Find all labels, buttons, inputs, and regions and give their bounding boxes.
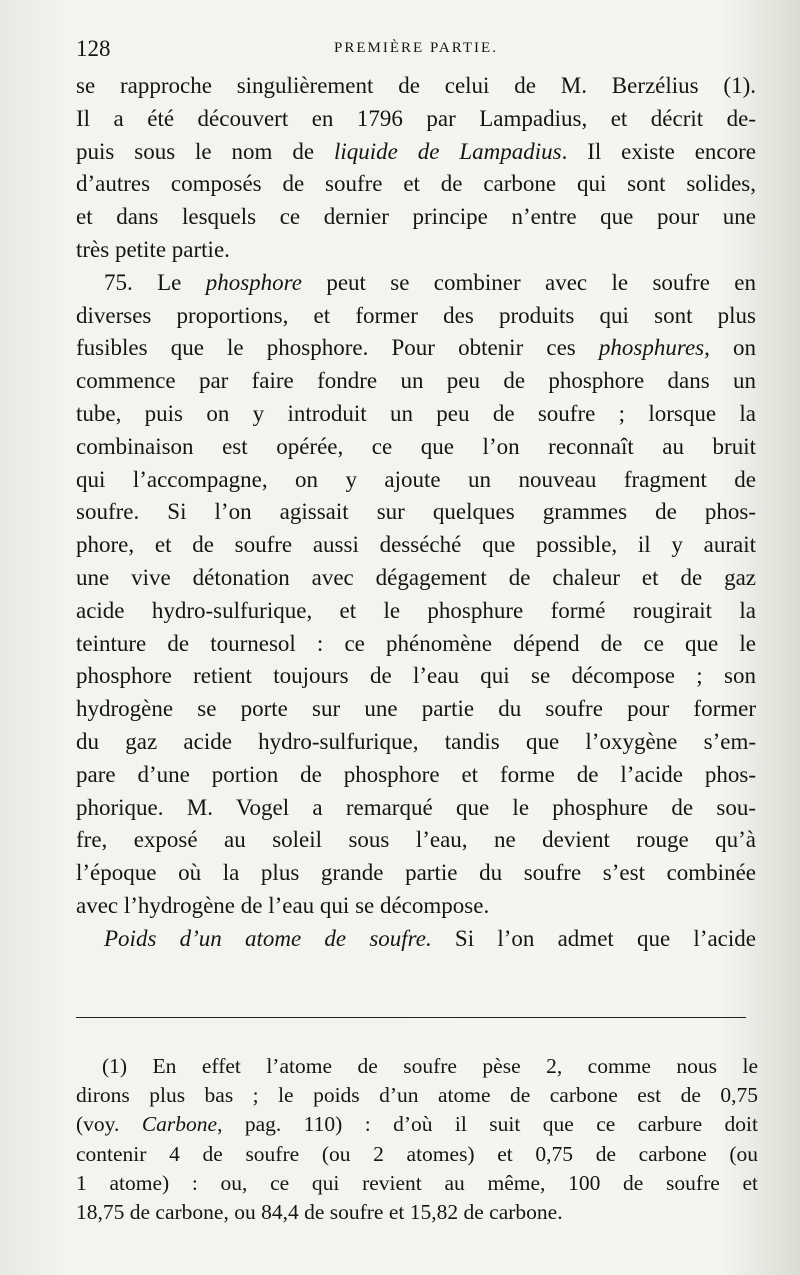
text-line: acide hydro-sulfurique, et le phosphure formé rougirait la [76, 597, 756, 623]
text-line: commence par faire fondre un peu de phosphore dans un [76, 368, 756, 394]
section-heading-line: Poids d’un atome de soufre. Si l’on admet que l’acide [104, 925, 756, 951]
main-text [76, 70, 756, 956]
footnote-line: dirons plus bas ; le poids d’un atome de carbone est de 0,75 [76, 1083, 758, 1108]
text-line: tube, puis on y introduit un peu de soufre ; lorsque la [76, 400, 756, 426]
text-line: Il a été découvert en 1796 par Lampadius, et décrit de- [76, 105, 756, 131]
text-line: teinture de tournesol : ce phénomène dépend de ce que le [76, 630, 756, 656]
page-number: 128 [76, 36, 111, 61]
text-line: phorique. M. Vogel a remarqué que le phosphure de sou- [76, 794, 756, 820]
text-line: phore, et de soufre aussi desséché que possible, il y aurait [76, 532, 756, 558]
text-line: du gaz acide hydro-sulfurique, tandis que l’oxygène s’em- [76, 728, 756, 754]
footnote [76, 1052, 758, 1227]
page-header [76, 36, 756, 64]
footnote-line: contenir 4 de soufre (ou 2 atomes) et 0,75 de carbone (ou [76, 1141, 758, 1166]
text-line: fre, exposé au soleil sous l’eau, ne devient rouge qu’à [76, 827, 756, 853]
footnote-rule [76, 1017, 746, 1018]
paragraph-75-start: 75. Le phosphore peut se combiner avec le soufre en [104, 269, 756, 295]
text-line: l’époque où la plus grande partie du soufre s’est combinée [76, 860, 756, 886]
text-line: combinaison est opérée, ce que l’on reconnaît au bruit [76, 433, 756, 459]
footnote-line: 1 atome) : ou, ce qui revient au même, 100 de soufre et [76, 1170, 758, 1195]
footnote-line: 18,75 de carbone, ou 84,4 de soufre et 15,82 de carbone. [76, 1199, 563, 1224]
footnote-line: (1) En effet l’atome de soufre pèse 2, comme nous le [102, 1054, 758, 1078]
text-line: phosphore retient toujours de l’eau qui se décompose ; son [76, 663, 756, 689]
text-line: puis sous le nom de liquide de Lampadius. Il existe encore [76, 138, 756, 164]
text-line: et dans lesquels ce dernier principe n’entre que pour une [76, 204, 756, 230]
text-line: très petite partie. [76, 236, 230, 262]
text-line: d’autres composés de soufre et de carbone qui sont solides, [76, 171, 756, 197]
text-line: diverses proportions, et former des produits qui sont plus [76, 302, 756, 328]
text-line: se rapproche singulièrement de celui de M. Berzélius (1). [76, 73, 756, 98]
text-line: fusibles que le phosphore. Pour obtenir ces phosphures, on [76, 335, 756, 361]
text-line: soufre. Si l’on agissait sur quelques grammes de phos- [76, 499, 756, 525]
text-line: qui l’accompagne, on y ajoute un nouveau fragment de [76, 466, 756, 492]
text-line: une vive détonation avec dégagement de chaleur et de gaz [76, 564, 756, 590]
text-line: pare d’une portion de phosphore et forme de l’acide phos- [76, 761, 756, 787]
text-line: avec l’hydrogène de l’eau qui se décompose. [76, 892, 490, 918]
text-line: hydrogène se porte sur une partie du soufre pour former [76, 696, 756, 722]
running-title: PREMIÈRE PARTIE. [334, 40, 498, 56]
footnote-line: (voy. Carbone, pag. 110) : d’où il suit que ce carbure doit [76, 1112, 759, 1137]
